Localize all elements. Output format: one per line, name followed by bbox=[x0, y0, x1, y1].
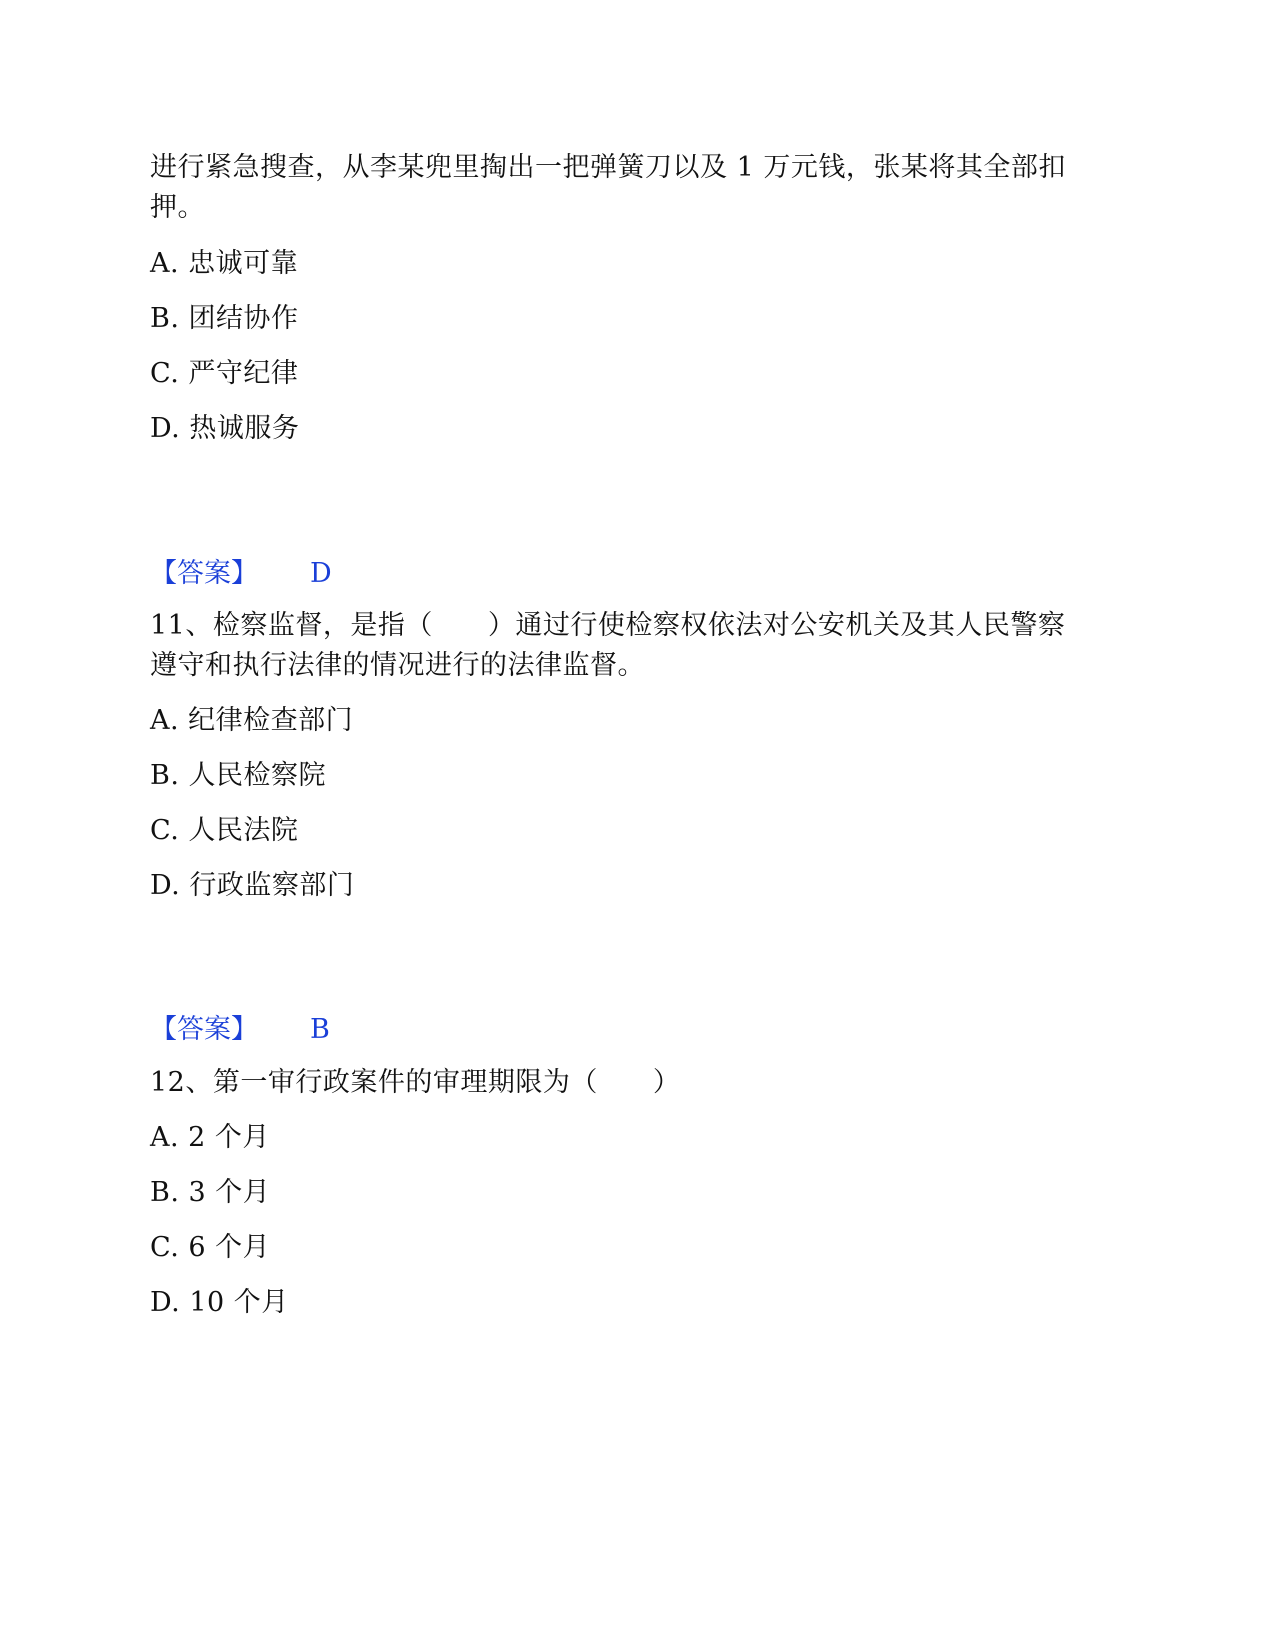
q11-option-b: B. 人民检察院 bbox=[150, 760, 327, 791]
q10-option-c: C. 严守纪律 bbox=[150, 358, 299, 389]
q10-stem-line1: 进行紧急搜查，从李某兜里掏出一把弹簧刀以及 1 万元钱，张某将其全部扣 bbox=[150, 152, 1066, 183]
q11-option-c: C. 人民法院 bbox=[150, 815, 299, 846]
q10-stem-line2: 押。 bbox=[150, 192, 205, 223]
q11-option-d: D. 行政监察部门 bbox=[150, 870, 355, 901]
q10-option-d: D. 热诚服务 bbox=[150, 413, 300, 444]
answer-value: B bbox=[310, 1014, 330, 1045]
q12-option-c: C. 6 个月 bbox=[150, 1232, 271, 1263]
q12-option-d: D. 10 个月 bbox=[150, 1287, 289, 1318]
q12-option-a: A. 2 个月 bbox=[150, 1122, 270, 1153]
q12-stem-line1: 12、第一审行政案件的审理期限为（ ） bbox=[150, 1067, 681, 1098]
q11-stem-line2: 遵守和执行法律的情况进行的法律监督。 bbox=[150, 650, 645, 681]
q11-answer bbox=[150, 1010, 330, 1050]
answer-label: 【答案】 bbox=[150, 1014, 258, 1045]
q11-stem-line1: 11、检察监督，是指（ ）通过行使检察权依法对公安机关及其人民警察 bbox=[150, 610, 1066, 641]
q12-option-b: B. 3 个月 bbox=[150, 1177, 271, 1208]
q10-option-b: B. 团结协作 bbox=[150, 303, 299, 334]
answer-value: D bbox=[310, 558, 332, 589]
answer-label: 【答案】 bbox=[150, 558, 258, 589]
q10-answer bbox=[150, 554, 332, 594]
q10-option-a: A. 忠诚可靠 bbox=[150, 248, 299, 279]
q11-option-a: A. 纪律检查部门 bbox=[150, 705, 354, 736]
